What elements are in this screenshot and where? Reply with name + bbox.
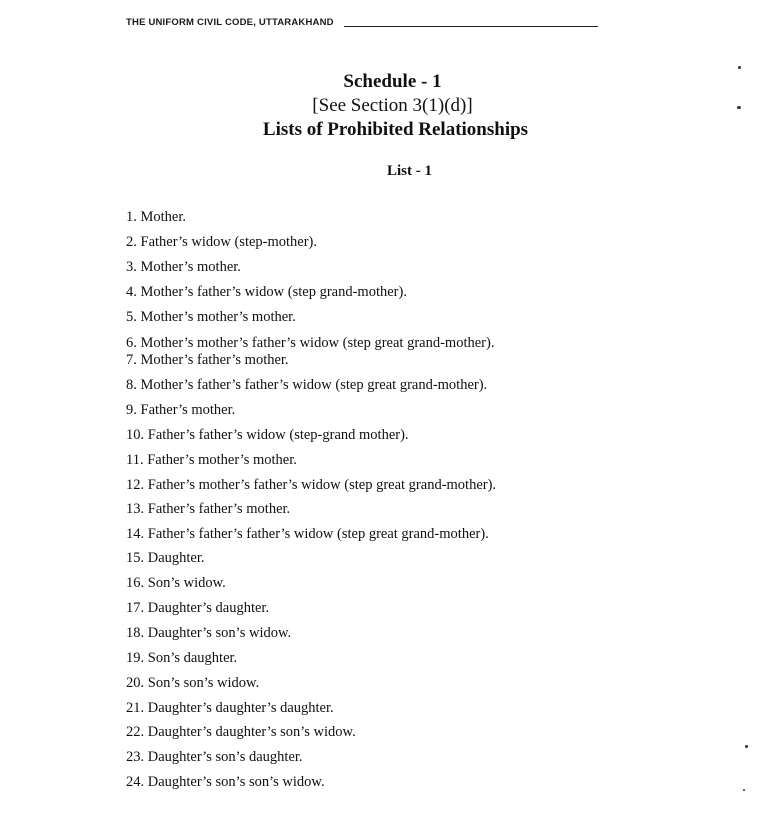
list-item: 14. Father’s father’s father’s widow (step great grand-mother). bbox=[126, 526, 489, 542]
list-item: 5. Mother’s mother’s mother. bbox=[126, 309, 296, 325]
list-item: 23. Daughter’s son’s daughter. bbox=[126, 749, 303, 765]
scan-speck bbox=[737, 106, 741, 109]
list-item: 13. Father’s father’s mother. bbox=[126, 501, 291, 517]
list-item: 8. Mother’s father’s father’s widow (step great grand-mother). bbox=[126, 377, 488, 393]
list-item: 11. Father’s mother’s mother. bbox=[126, 452, 297, 468]
list-item: 4. Mother’s father’s widow (step grand-mother). bbox=[126, 284, 407, 300]
list-item: 22. Daughter’s daughter’s son’s widow. bbox=[126, 724, 356, 740]
list-item: 1. Mother. bbox=[126, 209, 187, 225]
list-item: 17. Daughter’s daughter. bbox=[126, 600, 270, 616]
scan-speck bbox=[743, 789, 745, 791]
list-item: 16. Son’s widow. bbox=[126, 575, 226, 591]
title-block bbox=[0, 70, 759, 142]
running-header bbox=[126, 17, 598, 28]
list-item: 12. Father’s mother’s father’s widow (step great grand-mother). bbox=[126, 477, 497, 493]
running-title: THE UNIFORM CIVIL CODE, UTTARAKHAND bbox=[126, 17, 334, 28]
list-item: 18. Daughter’s son’s widow. bbox=[126, 625, 292, 641]
schedule-title: Schedule - 1 bbox=[343, 71, 442, 92]
list-item: 19. Son’s daughter. bbox=[126, 650, 238, 666]
list-item: 2. Father’s widow (step-mother). bbox=[126, 234, 318, 250]
list-item: 10. Father’s father’s widow (step-grand mother). bbox=[126, 427, 409, 443]
list-item: 3. Mother’s mother. bbox=[126, 259, 241, 275]
scan-speck bbox=[738, 66, 741, 69]
page-heading: Lists of Prohibited Relationships bbox=[262, 119, 529, 140]
list-item: 20. Son’s son’s widow. bbox=[126, 675, 260, 691]
list-heading: List - 1 bbox=[387, 163, 432, 179]
list-item: 6. Mother’s mother’s father’s widow (step great grand-mother). bbox=[126, 335, 495, 351]
list-item: 21. Daughter’s daughter’s daughter. bbox=[126, 700, 334, 716]
list-item: 9. Father’s mother. bbox=[126, 402, 236, 418]
scan-speck bbox=[745, 745, 748, 748]
list-item: 24. Daughter’s son’s son’s widow. bbox=[126, 774, 325, 790]
header-rule bbox=[344, 26, 598, 27]
list-item: 7. Mother’s father’s mother. bbox=[126, 352, 289, 368]
list-item: 15. Daughter. bbox=[126, 550, 205, 566]
section-reference: [See Section 3(1)(d)] bbox=[312, 95, 473, 116]
